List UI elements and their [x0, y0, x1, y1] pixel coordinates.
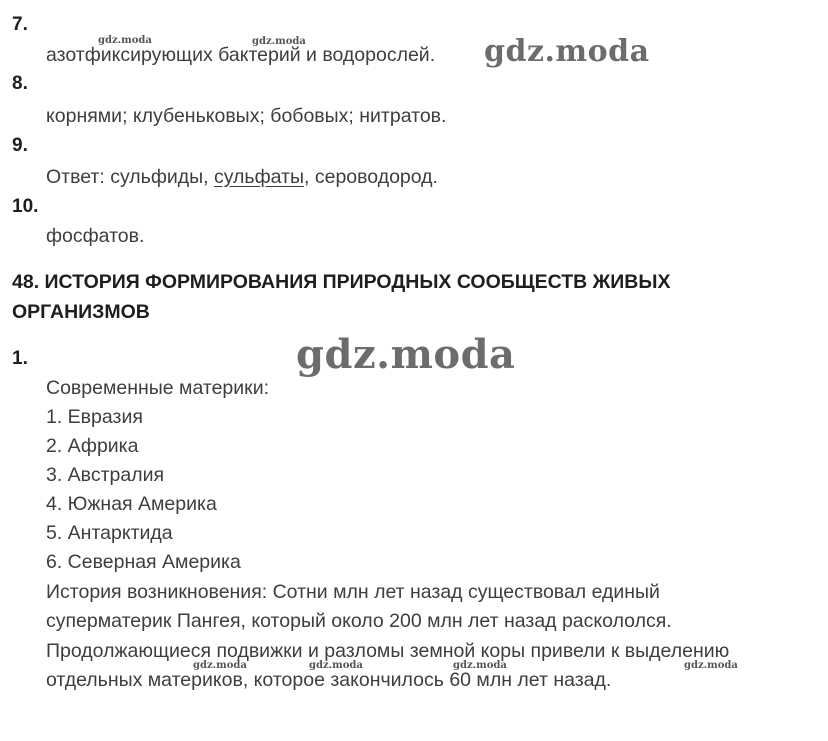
continent-item: 4. Южная Америка: [46, 493, 217, 515]
watermark-logo: gdz.moda: [484, 34, 650, 69]
history-line: отдельных материков, которое закончилось 60 млн лет назад.: [46, 669, 612, 691]
continent-item: 5. Антарктида: [46, 522, 173, 544]
question-number-7: 7.: [12, 14, 28, 35]
watermark-small: gdz.moda: [252, 36, 306, 47]
watermark-small: gdz.moda: [193, 660, 247, 671]
answer-10: фосфатов.: [46, 225, 145, 247]
answer-9-part1: Ответ: сульфиды,: [46, 166, 214, 188]
watermark-small: gdz.moda: [684, 660, 738, 671]
section-question-number-1: 1.: [12, 348, 28, 369]
history-line: суперматерик Пангея, который около 200 млн лет назад раскололся.: [46, 610, 672, 632]
answer-9-underlined: сульфаты: [213, 166, 305, 188]
history-line: Продолжающиеся подвижки и разломы земной коры привели к выделению: [46, 640, 730, 662]
history-line: История возникновения: Сотни млн лет назад существовал единый: [46, 581, 660, 603]
watermark-small: gdz.moda: [98, 35, 152, 46]
question-number-10: 10.: [12, 196, 39, 217]
question-number-9: 9.: [12, 135, 28, 156]
answer-9-part2: , сероводород.: [304, 166, 438, 188]
continent-item: 3. Австралия: [46, 464, 165, 486]
answer-9: [46, 166, 438, 189]
question-number-8: 8.: [12, 73, 28, 94]
answer-8: корнями; клубеньковых; бобовых; нитратов.: [46, 105, 447, 127]
continent-item: 6. Северная Америка: [46, 551, 241, 573]
continent-item: 2. Африка: [46, 435, 139, 457]
watermark-logo: gdz.moda: [296, 331, 516, 378]
continents-title: Современные материки:: [46, 377, 270, 399]
continent-item: 1. Евразия: [46, 406, 143, 428]
section-heading: 48. ИСТОРИЯ ФОРМИРОВАНИЯ ПРИРОДНЫХ СООБЩЕСТВ ЖИВЫХ ОРГАНИЗМОВ: [12, 271, 671, 323]
answer-7: азотфиксирующих бактерий и водорослей.: [46, 44, 436, 66]
watermark-small: gdz.moda: [453, 660, 507, 671]
watermark-small: gdz.moda: [309, 660, 363, 671]
